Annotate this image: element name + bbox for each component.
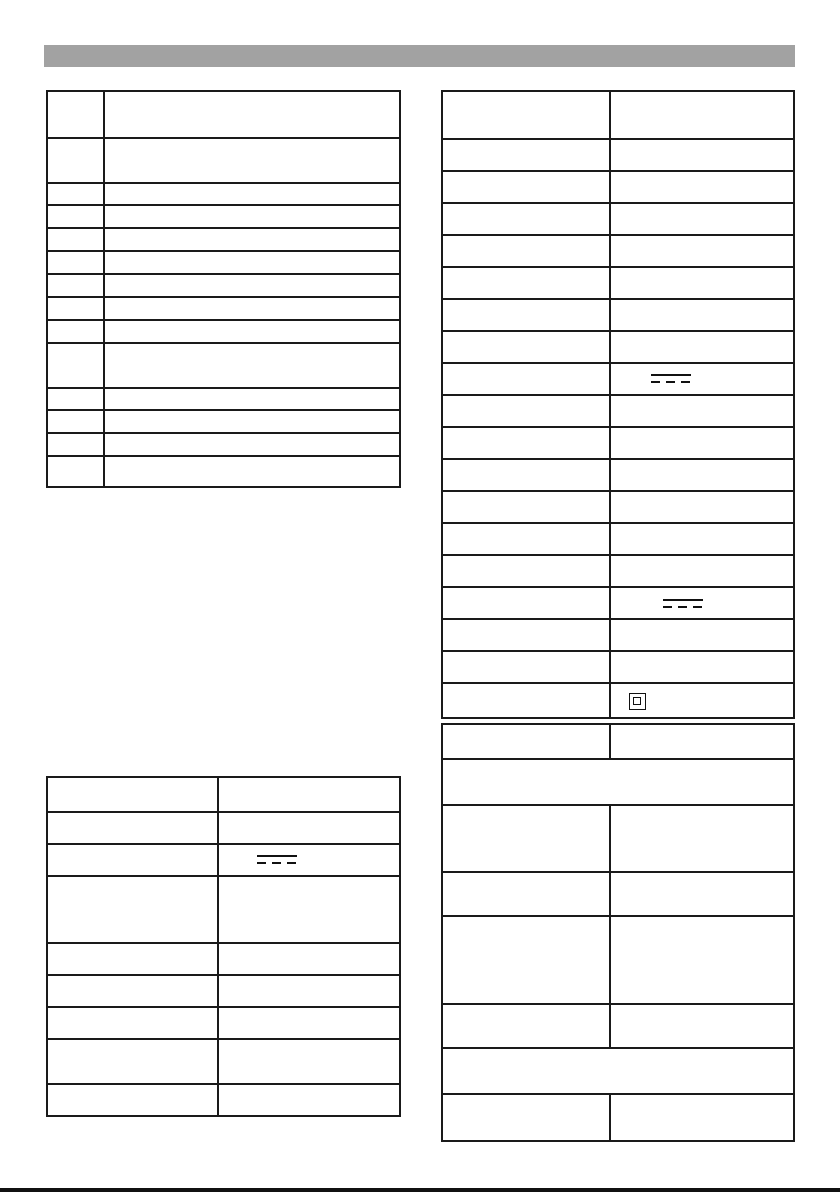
- table-row: [443, 170, 793, 204]
- table-row: [48, 942, 399, 976]
- table-row: [48, 974, 399, 1008]
- table-row: [443, 426, 793, 460]
- table-row: [48, 387, 399, 411]
- table-row: [443, 202, 793, 236]
- table-row: [48, 1083, 399, 1117]
- table-row: [443, 1003, 793, 1049]
- table-row: [443, 330, 793, 364]
- table-row: [443, 522, 793, 556]
- table-row: [48, 137, 399, 184]
- table-row-spanning: [443, 758, 793, 806]
- right-bottom-table: [441, 723, 795, 1142]
- left-bottom-table: [46, 776, 401, 1117]
- section-header-bar: [44, 45, 795, 67]
- table-row: [48, 342, 399, 389]
- table-row: [48, 250, 399, 275]
- table-row: [48, 1038, 399, 1085]
- table-row: [443, 725, 793, 760]
- table-row: [443, 298, 793, 332]
- table-row: [48, 227, 399, 252]
- table-row: [443, 682, 793, 717]
- table-row: [443, 138, 793, 172]
- table-row: [48, 409, 399, 434]
- table-row: [443, 586, 793, 620]
- table-row: [443, 362, 793, 396]
- table-row: [443, 618, 793, 652]
- table-row: [443, 234, 793, 268]
- table-row: [443, 458, 793, 492]
- right-top-table: [441, 90, 795, 719]
- table-row: [48, 778, 399, 813]
- table-row: [48, 182, 399, 206]
- table-row: [443, 1093, 793, 1140]
- dc-current-icon: [663, 599, 703, 609]
- table-row: [443, 92, 793, 140]
- class-ii-double-insulation-icon: [629, 693, 646, 710]
- table-row: [48, 455, 399, 486]
- table-row: [48, 811, 399, 845]
- table-row: [48, 1006, 399, 1040]
- table-row: [48, 843, 399, 877]
- left-top-table: [46, 90, 401, 488]
- table-row: [48, 204, 399, 229]
- table-row: [443, 804, 793, 873]
- table-row: [443, 915, 793, 1005]
- page-bottom-edge: [0, 1188, 840, 1192]
- dc-current-icon: [651, 374, 691, 384]
- table-row: [48, 273, 399, 298]
- table-row: [443, 554, 793, 588]
- dc-current-icon: [257, 855, 297, 865]
- table-row: [443, 490, 793, 524]
- table-row-spanning: [443, 1047, 793, 1095]
- table-row: [48, 319, 399, 344]
- table-row: [48, 875, 399, 944]
- table-row: [443, 394, 793, 428]
- table-row: [48, 432, 399, 457]
- table-row: [48, 296, 399, 321]
- table-row: [443, 266, 793, 300]
- table-row: [443, 650, 793, 684]
- table-row: [443, 871, 793, 917]
- table-row: [48, 92, 399, 139]
